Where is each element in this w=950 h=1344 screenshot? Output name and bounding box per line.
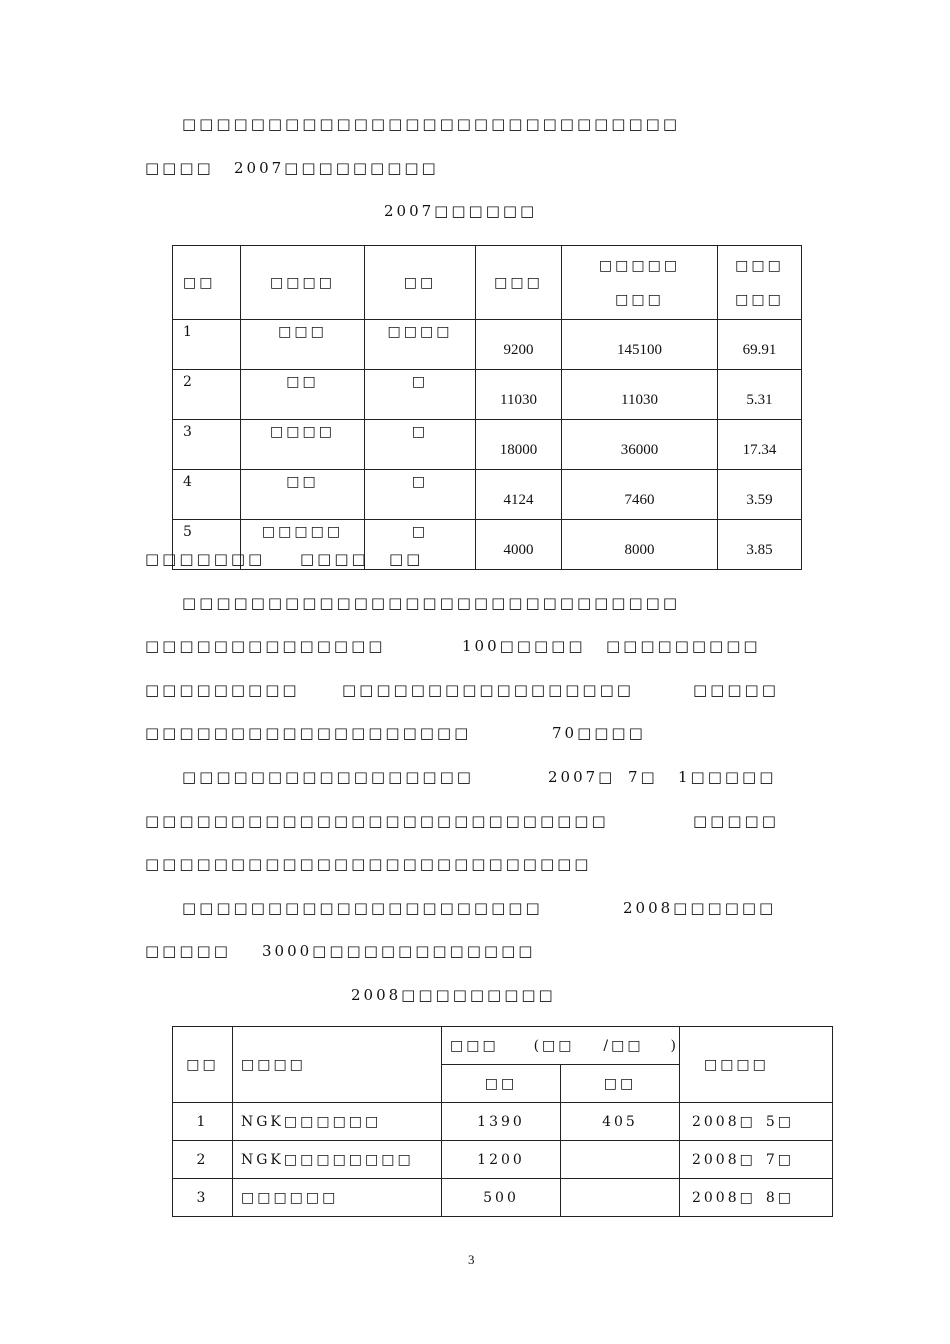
- paragraph-line: [145, 941, 565, 961]
- header-line: □□□: [735, 257, 784, 274]
- text-segment: □□□□□□□□□□□□□□□□□□□□□: [182, 899, 543, 917]
- paragraph-line: □□□□□□□□□□□□□□□□□□□□□□□□□□: [145, 855, 592, 873]
- page-number: 3: [468, 1252, 475, 1267]
- table-cell: NGK□□□□□□□□: [233, 1141, 442, 1179]
- text-segment: □□□□□□□: [145, 550, 266, 568]
- table-cell: 1200: [442, 1141, 561, 1179]
- header-text: (□□: [533, 1037, 575, 1054]
- text-segment: □□□□□□□□□□□□□□□□□□□□□□□□□□□: [145, 812, 609, 830]
- header-cell: [718, 246, 802, 320]
- date-text: 2008□: [691, 1151, 756, 1168]
- table-cell: 1: [173, 320, 241, 370]
- table-cell: □□□□□: [241, 520, 365, 570]
- table-cell: [679, 1103, 832, 1141]
- text-segment: 7□: [628, 768, 658, 786]
- table-row: [173, 420, 802, 470]
- table-cell: [560, 1179, 679, 1217]
- table-row: [173, 320, 802, 370]
- date-text: 2008□: [691, 1113, 756, 1130]
- table-cell: 5.31: [718, 370, 802, 420]
- table-cell: □□: [241, 470, 365, 520]
- table-cell: 1: [173, 1103, 233, 1141]
- table-cell: 18000: [476, 420, 562, 470]
- text-segment: □□□□□: [693, 681, 779, 699]
- table-cell: 2: [173, 370, 241, 420]
- table-cell: 4000: [476, 520, 562, 570]
- text-segment: □□□□□□□□□□□□□□□□□: [182, 768, 474, 786]
- table-cell: □□□: [241, 320, 365, 370]
- table-row: [173, 470, 802, 520]
- data-table: [172, 245, 802, 570]
- text-segment: □□□□: [145, 159, 214, 177]
- paragraph-line: [182, 898, 777, 918]
- table-cell: 500: [442, 1179, 561, 1217]
- header-cell: □□□□: [679, 1027, 832, 1103]
- table-cell: 11030: [562, 370, 718, 420]
- date-text: 2008□: [691, 1189, 756, 1206]
- text-segment: 2007□: [548, 768, 616, 786]
- text-segment: □□□□□: [145, 942, 231, 960]
- text-segment: □□□□□□□□□: [606, 637, 761, 655]
- table-cell: □□□□: [365, 320, 476, 370]
- text-segment: □□: [389, 550, 424, 568]
- table-cell: 4: [173, 470, 241, 520]
- text-segment: □□□□: [300, 550, 369, 568]
- date-text: 8□: [765, 1189, 794, 1206]
- table-header-row: [173, 246, 802, 320]
- table-cell: 3.59: [718, 470, 802, 520]
- table-row: [173, 1179, 833, 1217]
- header-cell: □□: [560, 1065, 679, 1103]
- table-cell: 11030: [476, 370, 562, 420]
- header-cell: □□: [173, 246, 241, 320]
- header-text: /□□: [603, 1037, 644, 1054]
- text-segment: □□□□□□□□□□□□□□□□□□□: [145, 724, 472, 742]
- paragraph-line: □□□□□□□□□□□□□□□□□□□□□□□□□□□□□: [182, 594, 680, 612]
- table-cell: [679, 1141, 832, 1179]
- table-cell: 69.91: [718, 320, 802, 370]
- paragraph-line: [145, 680, 779, 700]
- table-cell: 1390: [442, 1103, 561, 1141]
- table-cell: 4124: [476, 470, 562, 520]
- table-cell: □□□□□□: [233, 1179, 442, 1217]
- header-line: □□□: [615, 291, 664, 308]
- date-text: 5□: [765, 1113, 794, 1130]
- text-segment: 2007□□□□□□□□□: [234, 159, 439, 177]
- header-cell: □□□: [476, 246, 562, 320]
- table-cell: 3: [173, 1179, 233, 1217]
- header-cell: [442, 1027, 680, 1065]
- header-line: □□□: [735, 291, 784, 308]
- text-segment: 100□□□□□: [462, 637, 586, 655]
- table-cell: NGK□□□□□□: [233, 1103, 442, 1141]
- data-table: [172, 1026, 833, 1217]
- text-segment: □□□□□: [693, 812, 779, 830]
- paragraph-line: □□□□□□□□□□□□□□□□□□□□□□□□□□□□□: [182, 115, 680, 133]
- header-cell: □□□□: [233, 1027, 442, 1103]
- header-cell: □□□□: [241, 246, 365, 320]
- table-cell: 7460: [562, 470, 718, 520]
- paragraph-line: [182, 767, 777, 787]
- text-segment: □□□□□□□□□□□□□□□□□: [342, 681, 634, 699]
- table-cell: 145100: [562, 320, 718, 370]
- table-cell: 2: [173, 1141, 233, 1179]
- text-segment: 1□□□□□: [678, 768, 777, 786]
- table-cell: 3.85: [718, 520, 802, 570]
- text-segment: □□□□□□□□□□□□□□: [145, 637, 386, 655]
- header-text: ): [670, 1037, 679, 1054]
- table-cell: 405: [560, 1103, 679, 1141]
- table-row: [173, 370, 802, 420]
- table-cell: 36000: [562, 420, 718, 470]
- table-title: 2008□□□□□□□□□: [351, 986, 556, 1004]
- text-segment: 70□□□□: [552, 724, 646, 742]
- table-cell: □□: [241, 370, 365, 420]
- table-row: [173, 1103, 833, 1141]
- table-cell: □: [365, 520, 476, 570]
- header-cell: □□: [442, 1065, 561, 1103]
- table-cell: 8000: [562, 520, 718, 570]
- paragraph-line: [145, 636, 765, 656]
- table-cell: [679, 1179, 832, 1217]
- section-heading: [145, 549, 445, 569]
- paragraph-line: [145, 158, 545, 178]
- table-cell: □: [365, 470, 476, 520]
- table-cell: 17.34: [718, 420, 802, 470]
- text-segment: □□□□□□□□□: [145, 681, 300, 699]
- date-text: 7□: [765, 1151, 794, 1168]
- paragraph-line: [145, 811, 779, 831]
- table-title: 2007□□□□□□: [384, 202, 538, 220]
- table-cell: □: [365, 370, 476, 420]
- table-cell: 3: [173, 420, 241, 470]
- header-text: □□□: [450, 1037, 499, 1054]
- table-cell: [560, 1141, 679, 1179]
- table-row: [173, 1141, 833, 1179]
- table-cell: 9200: [476, 320, 562, 370]
- table-cell: 5: [173, 520, 241, 570]
- header-line: □□□□□: [598, 257, 681, 274]
- text-segment: 3000□□□□□□□□□□□□□: [262, 942, 536, 960]
- table-cell: □: [365, 420, 476, 470]
- header-cell: [562, 246, 718, 320]
- table-cell: □□□□: [241, 420, 365, 470]
- paragraph-line: [145, 723, 765, 743]
- header-cell: □□: [365, 246, 476, 320]
- text-segment: 2008□□□□□□: [623, 899, 777, 917]
- table-header-row: [173, 1027, 833, 1065]
- header-cell: □□: [173, 1027, 233, 1103]
